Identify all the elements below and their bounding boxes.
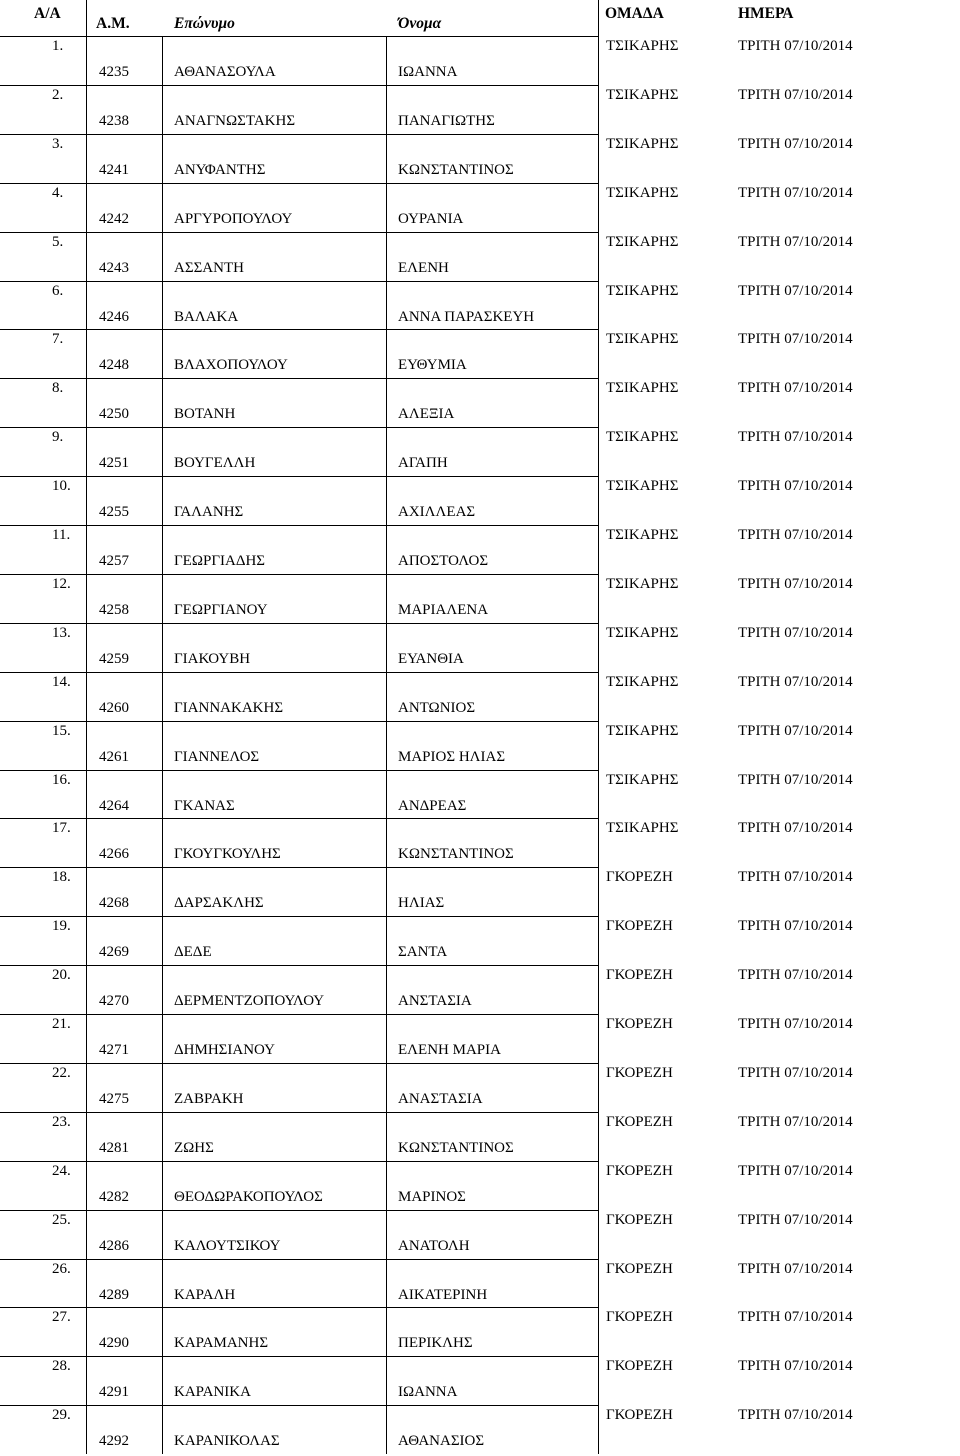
cell-surname: ΓΙΑΝΝΕΛΟΣ xyxy=(174,748,260,765)
cell-surname: ΘΕΟΔΩΡΑΚΟΠΟΥΛΟΣ xyxy=(174,1188,323,1205)
cell-surname: ΚΑΡΑΛΗ xyxy=(174,1286,236,1303)
cell-am: 4292 xyxy=(99,1433,129,1450)
cell-am: 4264 xyxy=(99,797,129,814)
cell-aa: 17. xyxy=(52,820,71,837)
cell-surname: ΑΝΑΓΝΩΣΤΑΚΗΣ xyxy=(174,112,296,129)
cell-group: ΓΚΟΡΕΖΗ xyxy=(606,1016,673,1032)
cell-day: ΤΡΙΤΗ 07/10/2014 xyxy=(738,1358,853,1375)
cell-group: ΤΣΙΚΑΡΗΣ xyxy=(606,820,679,837)
cell-name: ΑΝΑΤΟΛΗ xyxy=(398,1237,470,1254)
cell-surname: ΚΑΡΑΜΑΝΗΣ xyxy=(174,1335,269,1352)
cell-name: ΑΙΚΑΤΕΡΙΝΗ xyxy=(398,1286,488,1303)
cell-aa: 25. xyxy=(52,1211,71,1228)
cell-surname: ΓΕΩΡΓΙΑΔΗΣ xyxy=(174,553,266,569)
cell-day: ΤΡΙΤΗ 07/10/2014 xyxy=(738,1407,853,1424)
cell-day: ΤΡΙΤΗ 07/10/2014 xyxy=(738,869,853,886)
cell-name: ΕΥΑΝΘΙΑ xyxy=(398,650,464,667)
cell-aa: 19. xyxy=(52,918,71,935)
cell-surname: ΚΑΡΑΝΙΚΑ xyxy=(174,1384,251,1401)
cell-aa: 11. xyxy=(52,527,71,543)
cell-am: 4258 xyxy=(99,601,129,618)
cell-aa: 9. xyxy=(52,429,64,446)
cell-am: 4281 xyxy=(99,1139,129,1156)
header-day: ΗΜΕΡΑ xyxy=(738,5,794,22)
cell-group: ΓΚΟΡΕΖΗ xyxy=(606,1309,673,1326)
cell-name: ΕΛΕΝΗ xyxy=(398,259,449,276)
cell-aa: 8. xyxy=(52,380,64,397)
cell-am: 4257 xyxy=(99,553,129,569)
cell-name: ΑΝΑΣΤΑΣΙΑ xyxy=(398,1090,483,1107)
cell-group: ΓΚΟΡΕΖΗ xyxy=(606,967,673,984)
cell-day: ΤΡΙΤΗ 07/10/2014 xyxy=(738,429,853,446)
cell-surname: ΓΙΑΚΟΥΒΗ xyxy=(174,650,251,667)
cell-group: ΤΣΙΚΑΡΗΣ xyxy=(606,429,679,446)
col-divider xyxy=(162,36,163,1454)
cell-name: ΑΝΝΑ ΠΑΡΑΣΚΕΥΗ xyxy=(398,308,535,325)
cell-aa: 1. xyxy=(52,38,64,54)
cell-day: ΤΡΙΤΗ 07/10/2014 xyxy=(738,38,853,54)
cell-name: ΑΘΑΝΑΣΙΟΣ xyxy=(398,1433,485,1450)
cell-group: ΤΣΙΚΑΡΗΣ xyxy=(606,135,679,152)
cell-aa: 5. xyxy=(52,233,64,250)
cell-day: ΤΡΙΤΗ 07/10/2014 xyxy=(738,1113,853,1130)
cell-name: ΑΠΟΣΤΟΛΟΣ xyxy=(398,553,489,569)
cell-aa: 28. xyxy=(52,1358,71,1375)
cell-aa: 21. xyxy=(52,1016,71,1032)
cell-group: ΤΣΙΚΑΡΗΣ xyxy=(606,86,679,103)
cell-surname: ΚΑΛΟΥΤΣΙΚΟΥ xyxy=(174,1237,281,1254)
cell-am: 4238 xyxy=(99,112,129,129)
cell-name: ΜΑΡΙΟΣ ΗΛΙΑΣ xyxy=(398,748,506,765)
cell-aa: 29. xyxy=(52,1407,71,1424)
cell-day: ΤΡΙΤΗ 07/10/2014 xyxy=(738,673,853,690)
header-surname: Επώνυμο xyxy=(174,15,235,32)
cell-aa: 18. xyxy=(52,869,71,886)
cell-surname: ΔΕΡΜΕΝΤΖΟΠΟΥΛΟΥ xyxy=(174,993,325,1010)
cell-day: ΤΡΙΤΗ 07/10/2014 xyxy=(738,478,853,495)
cell-name: ΙΩΑΝΝΑ xyxy=(398,1384,458,1401)
cell-aa: 22. xyxy=(52,1064,71,1081)
cell-day: ΤΡΙΤΗ 07/10/2014 xyxy=(738,135,853,152)
cell-surname: ΔΗΜΗΣΙΑΝΟΥ xyxy=(174,1042,275,1058)
cell-day: ΤΡΙΤΗ 07/10/2014 xyxy=(738,918,853,935)
header-am: Α.Μ. xyxy=(96,15,130,32)
cell-day: ΤΡΙΤΗ 07/10/2014 xyxy=(738,282,853,299)
cell-name: ΙΩΑΝΝΑ xyxy=(398,64,458,80)
cell-group: ΤΣΙΚΑΡΗΣ xyxy=(606,38,679,54)
header-name: Όνομα xyxy=(398,15,442,32)
cell-surname: ΒΛΑΧΟΠΟΥΛΟΥ xyxy=(174,357,288,374)
cell-am: 4290 xyxy=(99,1335,129,1352)
cell-am: 4251 xyxy=(99,455,129,472)
cell-am: 4246 xyxy=(99,308,129,325)
cell-name: ΑΝΔΡΕΑΣ xyxy=(398,797,467,814)
cell-aa: 3. xyxy=(52,135,64,152)
cell-aa: 23. xyxy=(52,1113,71,1130)
cell-am: 4255 xyxy=(99,504,129,521)
cell-am: 4286 xyxy=(99,1237,129,1254)
cell-day: ΤΡΙΤΗ 07/10/2014 xyxy=(738,86,853,103)
cell-aa: 20. xyxy=(52,967,71,984)
cell-surname: ΒΟΥΓΕΛΛΗ xyxy=(174,455,256,472)
cell-group: ΓΚΟΡΕΖΗ xyxy=(606,1211,673,1228)
cell-aa: 13. xyxy=(52,624,71,641)
cell-aa: 27. xyxy=(52,1309,71,1326)
cell-day: ΤΡΙΤΗ 07/10/2014 xyxy=(738,331,853,348)
cell-surname: ΑΘΑΝΑΣΟΥΛΑ xyxy=(174,64,276,80)
cell-name: ΗΛΙΑΣ xyxy=(398,895,445,912)
cell-am: 4291 xyxy=(99,1384,129,1401)
cell-group: ΤΣΙΚΑΡΗΣ xyxy=(606,233,679,250)
header-group: ΟΜΑΔΑ xyxy=(605,5,664,22)
cell-aa: 15. xyxy=(52,722,71,739)
cell-surname: ΒΟΤΑΝΗ xyxy=(174,406,236,423)
cell-aa: 24. xyxy=(52,1162,71,1179)
cell-group: ΓΚΟΡΕΖΗ xyxy=(606,1260,673,1277)
cell-group: ΓΚΟΡΕΖΗ xyxy=(606,1113,673,1130)
cell-name: ΚΩΝΣΤΑΝΤΙΝΟΣ xyxy=(398,846,514,863)
cell-group: ΤΣΙΚΑΡΗΣ xyxy=(606,282,679,299)
cell-surname: ΓΚΟΥΓΚΟΥΛΗΣ xyxy=(174,846,281,863)
cell-name: ΟΥΡΑΝΙΑ xyxy=(398,210,464,227)
cell-day: ΤΡΙΤΗ 07/10/2014 xyxy=(738,575,853,592)
cell-aa: 4. xyxy=(52,184,64,201)
cell-group: ΤΣΙΚΑΡΗΣ xyxy=(606,478,679,495)
cell-surname: ΓΚΑΝΑΣ xyxy=(174,797,235,814)
cell-name: ΚΩΝΣΤΑΝΤΙΝΟΣ xyxy=(398,161,514,178)
cell-surname: ΓΕΩΡΓΙΑΝΟΥ xyxy=(174,601,268,618)
cell-name: ΑΛΕΞΙΑ xyxy=(398,406,455,423)
cell-surname: ΖΩΗΣ xyxy=(174,1139,214,1156)
cell-surname: ΓΑΛΑΝΗΣ xyxy=(174,504,244,521)
cell-day: ΤΡΙΤΗ 07/10/2014 xyxy=(738,722,853,739)
cell-day: ΤΡΙΤΗ 07/10/2014 xyxy=(738,1309,853,1326)
cell-aa: 6. xyxy=(52,282,64,299)
cell-day: ΤΡΙΤΗ 07/10/2014 xyxy=(738,1064,853,1081)
cell-group: ΤΣΙΚΑΡΗΣ xyxy=(606,624,679,641)
cell-surname: ΒΑΛΑΚΑ xyxy=(174,308,239,325)
cell-day: ΤΡΙΤΗ 07/10/2014 xyxy=(738,527,853,543)
cell-name: ΕΥΘΥΜΙΑ xyxy=(398,357,467,374)
cell-group: ΤΣΙΚΑΡΗΣ xyxy=(606,527,679,543)
cell-aa: 14. xyxy=(52,673,71,690)
cell-name: ΜΑΡΙΑΛΕΝΑ xyxy=(398,601,489,618)
cell-group: ΤΣΙΚΑΡΗΣ xyxy=(606,331,679,348)
cell-group: ΤΣΙΚΑΡΗΣ xyxy=(606,722,679,739)
col-divider xyxy=(598,0,599,1454)
cell-surname: ΑΡΓΥΡΟΠΟΥΛΟΥ xyxy=(174,210,293,227)
cell-am: 4261 xyxy=(99,748,129,765)
cell-am: 4259 xyxy=(99,650,129,667)
cell-group: ΤΣΙΚΑΡΗΣ xyxy=(606,771,679,788)
cell-surname: ΔΑΡΣΑΚΛΗΣ xyxy=(174,895,264,912)
cell-group: ΓΚΟΡΕΖΗ xyxy=(606,1064,673,1081)
cell-am: 4250 xyxy=(99,406,129,423)
cell-name: ΑΓΑΠΗ xyxy=(398,455,448,472)
cell-name: ΣΑΝΤΑ xyxy=(398,944,448,961)
header-aa: Α/Α xyxy=(34,5,61,22)
cell-aa: 26. xyxy=(52,1260,71,1277)
cell-am: 4242 xyxy=(99,210,129,227)
cell-name: ΜΑΡΙΝΟΣ xyxy=(398,1188,466,1205)
cell-day: ΤΡΙΤΗ 07/10/2014 xyxy=(738,233,853,250)
cell-am: 4243 xyxy=(99,259,129,276)
cell-aa: 16. xyxy=(52,771,71,788)
cell-am: 4269 xyxy=(99,944,129,961)
cell-surname: ΔΕΔΕ xyxy=(174,944,212,961)
cell-day: ΤΡΙΤΗ 07/10/2014 xyxy=(738,1162,853,1179)
cell-am: 4241 xyxy=(99,161,129,178)
cell-day: ΤΡΙΤΗ 07/10/2014 xyxy=(738,967,853,984)
cell-name: ΑΧΙΛΛΕΑΣ xyxy=(398,504,476,521)
cell-day: ΤΡΙΤΗ 07/10/2014 xyxy=(738,1211,853,1228)
cell-surname: ΖΑΒΡΑΚΗ xyxy=(174,1090,244,1107)
cell-day: ΤΡΙΤΗ 07/10/2014 xyxy=(738,184,853,201)
cell-day: ΤΡΙΤΗ 07/10/2014 xyxy=(738,1260,853,1277)
cell-am: 4248 xyxy=(99,357,129,374)
cell-surname: ΚΑΡΑΝΙΚΟΛΑΣ xyxy=(174,1433,280,1450)
cell-day: ΤΡΙΤΗ 07/10/2014 xyxy=(738,624,853,641)
cell-am: 4235 xyxy=(99,64,129,80)
cell-name: ΠΕΡΙΚΛΗΣ xyxy=(398,1335,473,1352)
cell-surname: ΑΝΥΦΑΝΤΗΣ xyxy=(174,161,266,178)
cell-aa: 2. xyxy=(52,86,64,103)
cell-name: ΕΛΕΝΗ ΜΑΡΙΑ xyxy=(398,1042,501,1058)
cell-surname: ΑΣΣΑΝΤΗ xyxy=(174,259,244,276)
col-divider xyxy=(386,36,387,1454)
cell-group: ΤΣΙΚΑΡΗΣ xyxy=(606,575,679,592)
cell-day: ΤΡΙΤΗ 07/10/2014 xyxy=(738,771,853,788)
cell-am: 4282 xyxy=(99,1188,129,1205)
cell-group: ΤΣΙΚΑΡΗΣ xyxy=(606,184,679,201)
cell-group: ΤΣΙΚΑΡΗΣ xyxy=(606,380,679,397)
cell-surname: ΓΙΑΝΝΑΚΑΚΗΣ xyxy=(174,699,284,716)
cell-am: 4275 xyxy=(99,1090,129,1107)
cell-day: ΤΡΙΤΗ 07/10/2014 xyxy=(738,380,853,397)
cell-name: ΑΝΣΤΑΣΙΑ xyxy=(398,993,472,1010)
cell-aa: 10. xyxy=(52,478,71,495)
cell-group: ΓΚΟΡΕΖΗ xyxy=(606,1358,673,1375)
cell-am: 4270 xyxy=(99,993,129,1010)
cell-am: 4271 xyxy=(99,1042,129,1058)
cell-am: 4266 xyxy=(99,846,129,863)
cell-day: ΤΡΙΤΗ 07/10/2014 xyxy=(738,820,853,837)
col-divider xyxy=(86,0,87,1454)
cell-group: ΓΚΟΡΕΖΗ xyxy=(606,1407,673,1424)
cell-group: ΓΚΟΡΕΖΗ xyxy=(606,869,673,886)
cell-am: 4260 xyxy=(99,699,129,716)
cell-group: ΓΚΟΡΕΖΗ xyxy=(606,1162,673,1179)
cell-aa: 7. xyxy=(52,331,64,348)
cell-aa: 12. xyxy=(52,575,71,592)
cell-am: 4289 xyxy=(99,1286,129,1303)
cell-group: ΤΣΙΚΑΡΗΣ xyxy=(606,673,679,690)
cell-am: 4268 xyxy=(99,895,129,912)
cell-name: ΑΝΤΩΝΙΟΣ xyxy=(398,699,476,716)
cell-group: ΓΚΟΡΕΖΗ xyxy=(606,918,673,935)
cell-name: ΚΩΝΣΤΑΝΤΙΝΟΣ xyxy=(398,1139,514,1156)
cell-day: ΤΡΙΤΗ 07/10/2014 xyxy=(738,1016,853,1032)
cell-name: ΠΑΝΑΓΙΩΤΗΣ xyxy=(398,112,495,129)
